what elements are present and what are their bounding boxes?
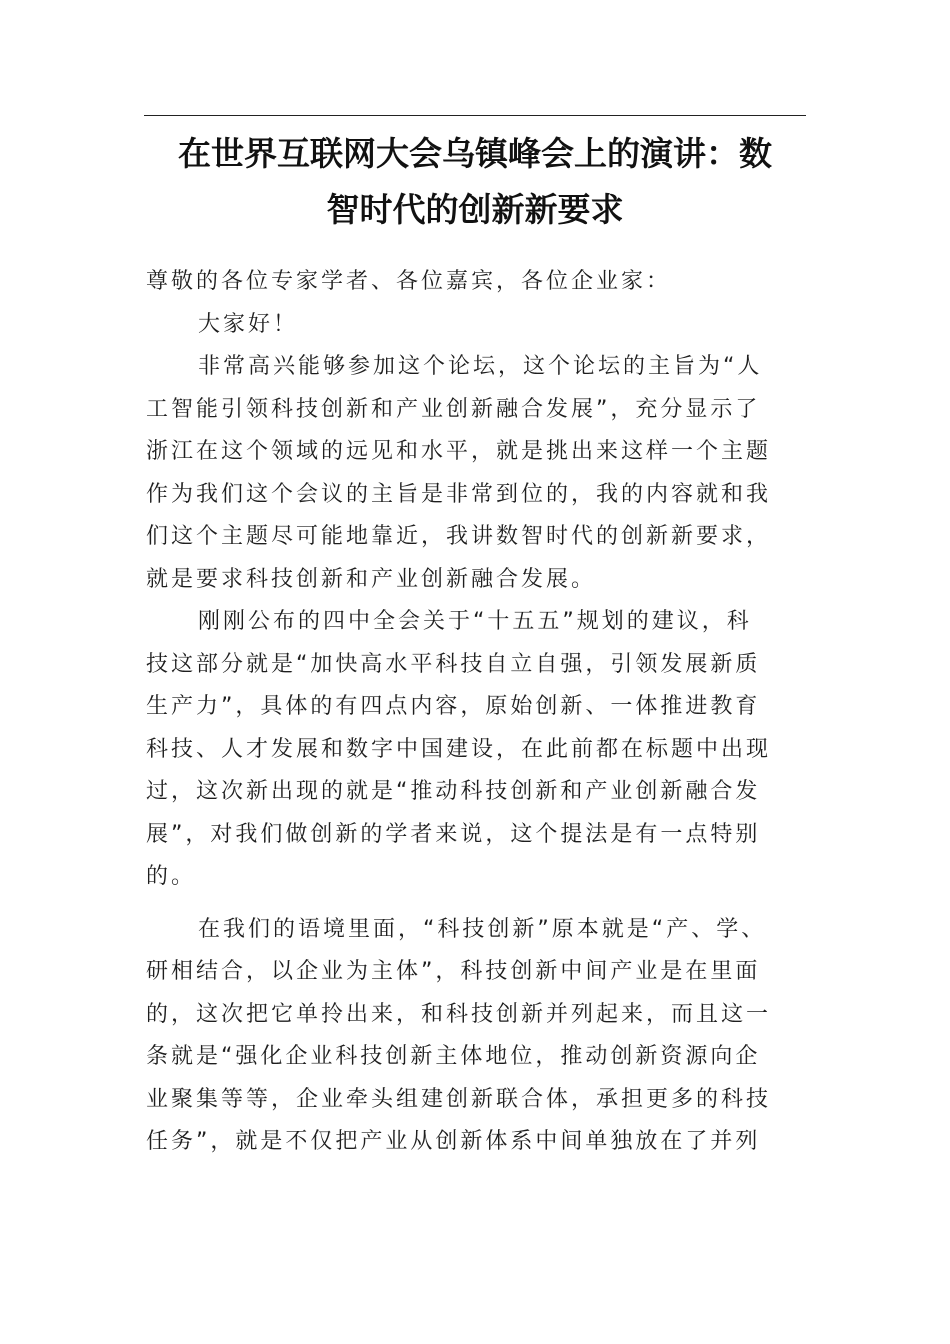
paragraph-line: 的。 bbox=[146, 864, 197, 889]
paragraph-line: 在我们的语境里面，“科技创新”原本就是“产、学、 bbox=[198, 916, 767, 942]
paragraph-line: 生产力”，具体的有四点内容，原始创新、一体推进教育 bbox=[146, 694, 761, 719]
paragraph-line: 作为我们这个会议的主旨是非常到位的，我的内容就和我 bbox=[146, 481, 772, 507]
paragraph-line: 技这部分就是“加快高水平科技自立自强，引领发展新质 bbox=[146, 651, 761, 677]
title-line: 在世界互联网大会乌镇峰会上的演讲：数 bbox=[178, 134, 772, 173]
header-rule bbox=[144, 115, 806, 116]
paragraph-1 bbox=[146, 346, 808, 601]
paragraph-line: 任务”，就是不仅把产业从创新体系中间单独放在了并列 bbox=[146, 1129, 761, 1154]
paragraph-2 bbox=[146, 601, 808, 899]
document-title bbox=[144, 126, 806, 238]
paragraph-line: 条就是“强化企业科技创新主体地位，推动创新资源向企 bbox=[146, 1044, 761, 1069]
title-line: 智时代的创新新要求 bbox=[326, 190, 624, 229]
greeting: 大家好！ bbox=[198, 311, 299, 337]
document-body bbox=[146, 261, 808, 1164]
paragraph-line: 们这个主题尽可能地靠近，我讲数智时代的创新新要求， bbox=[146, 524, 772, 549]
paragraph-line: 研相结合，以企业为主体”，科技创新中间产业是在里面 bbox=[146, 959, 761, 984]
salutation: 尊敬的各位专家学者、各位嘉宾，各位企业家： bbox=[146, 269, 672, 294]
paragraph-line: 刚刚公布的四中全会关于“十五五”规划的建议，科 bbox=[198, 609, 752, 634]
paragraph-line: 工智能引领科技创新和产业创新融合发展”，充分显示了 bbox=[146, 396, 761, 422]
paragraph-line: 业聚集等等，企业牵头组建创新联合体，承担更多的科技 bbox=[146, 1086, 772, 1112]
paragraph-line: 过，这次新出现的就是“推动科技创新和产业创新融合发 bbox=[146, 779, 761, 804]
paragraph-line: 浙江在这个领域的远见和水平，就是挑出来这样一个主题 bbox=[146, 439, 772, 464]
paragraph-line: 科技、人才发展和数字中国建设，在此前都在标题中出现 bbox=[146, 736, 772, 762]
paragraph-line: 展”，对我们做创新的学者来说，这个提法是有一点特别 bbox=[146, 821, 761, 847]
paragraph-spacer bbox=[146, 899, 808, 909]
paragraph-line: 就是要求科技创新和产业创新融合发展。 bbox=[146, 566, 597, 592]
paragraph-3 bbox=[146, 909, 808, 1164]
paragraph-line: 的，这次把它单拎出来，和科技创新并列起来，而且这一 bbox=[146, 1001, 772, 1027]
paragraph-line: 非常高兴能够参加这个论坛，这个论坛的主旨为“人 bbox=[198, 354, 763, 379]
